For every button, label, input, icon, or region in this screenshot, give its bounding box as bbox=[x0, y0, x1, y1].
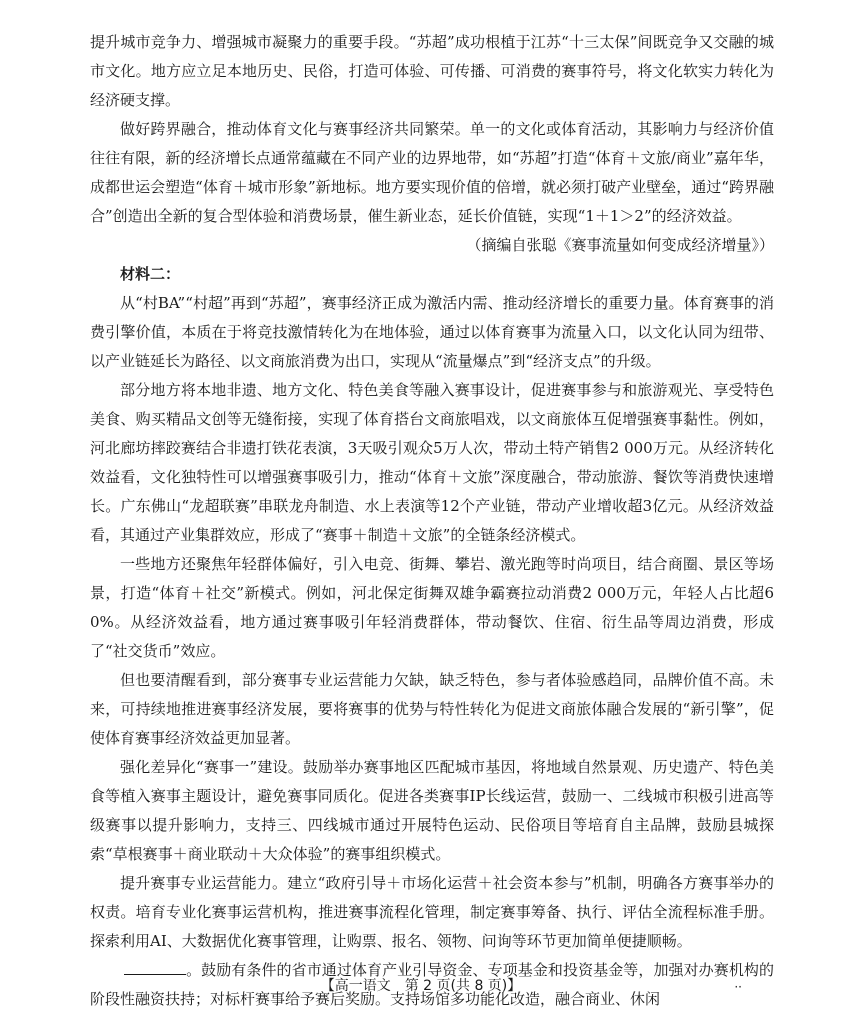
section-paragraph-5: 强化差异化“赛事一”建设。鼓励举办赛事地区匹配城市基因，将地域自然景观、历史遗产、特色美食等植入赛事主题设计，避免赛事同质化。促进各类赛事IP长线运营，鼓励一、二线城市积极引进高等级赛事以提升影响力，支持三、四线城市通过开展特色运动、民俗项目等培育自主品牌，鼓励县城探索“草根赛事＋商业联动＋大众体验”的赛事组织模式。 bbox=[90, 758, 774, 863]
fill-in-blank[interactable] bbox=[124, 956, 186, 975]
section-title: 材料二： bbox=[120, 265, 181, 283]
paragraph-cross-border: 做好跨界融合，推动体育文化与赛事经济共同繁荣。单一的文化或体育活动，其影响力与经济价值往往有限，新的经济增长点通常蕴藏在不同产业的边界地带，如“苏超”打造“体育＋文旅/商业”嘉年华，成都世运会塑造“体育＋城市形象”新地标。地方要实现价值的倍增，就必须打破产业壁垒，通过“跨界融合”创造出全新的复合型体验和消费场景，催生新业态，延长价值链，实现“1＋1＞2”的经济效益。 bbox=[90, 120, 774, 225]
section-paragraph-6: 提升赛事专业运营能力。建立“政府引导＋市场化运营＋社会资本参与”机制，明确各方赛事举办的权责。培育专业化赛事运营机构，推进赛事流程化管理，制定赛事筹备、执行、评估全流程标准手册。探索利用AI、大数据优化赛事管理，让购票、报名、领物、问询等环节更加简单便捷顺畅。 bbox=[90, 874, 774, 950]
section-paragraph-1: 从“村BA”“村超”再到“苏超”，赛事经济正成为激活内需、推动经济增长的重要力量。体育赛事的消费引擎价值，本质在于将竞技激情转化为在地体验，通过以体育赛事为流量入口，以文化认同为纽带、以产业链延长为路径、以文商旅消费为出口，实现从“流量爆点”到“经济支点”的升级。 bbox=[90, 294, 774, 370]
corner-mark: ·· bbox=[734, 980, 742, 994]
source-citation: （摘编自张聪《赛事流量如何变成经济增量》） bbox=[466, 236, 774, 254]
section-paragraph-3: 一些地方还聚焦年轻群体偏好，引入电竞、街舞、攀岩、激光跑等时尚项目，结合商圈、景区等场景，打造“体育＋社交”新模式。例如，河北保定街舞双雄争霸赛拉动消费2 000万元，年轻人占比超60%。从经济效益看，地方通过赛事吸引年轻消费群体，带动餐饮、住宿、衍生品等周边消费，形成了“社交货币”效应。 bbox=[90, 555, 774, 660]
section-paragraph-4: 但也要清醒看到，部分赛事专业运营能力欠缺，缺乏特色，参与者体验感趋同，品牌价值不高。未来，可持续地推进赛事经济发展，要将赛事的优势与特性转化为促进文商旅体融合发展的“新引擎”，促使体育赛事经济效益更加显著。 bbox=[90, 671, 774, 747]
section-paragraph-7-text: 。鼓励有条件的省市通过体育产业引导资金、专项基金和投资基金等，加强对办赛机构的阶段性融资扶持；对标杆赛事给予赛后奖励。支持场馆多功能化改造，融合商业、休闲 bbox=[90, 961, 774, 1008]
page-footer: 【高一语文 第 2 页(共 8 页)】 bbox=[320, 978, 522, 994]
paragraph-continuation: 提升城市竞争力、增强城市凝聚力的重要手段。“苏超”成功根植于江苏“十三太保”间既竞争又交融的城市文化。地方应立足本地历史、民俗，打造可体验、可传播、可消费的赛事符号，将文化软实力转化为经济硬支撑。 bbox=[90, 33, 774, 109]
section-paragraph-2: 部分地方将本地非遗、地方文化、特色美食等融入赛事设计，促进赛事参与和旅游观光、享受特色美食、购买精品文创等无缝衔接，实现了体育搭台文商旅唱戏，以文商旅体互促增强赛事黏性。例如，河北廊坊摔跤赛结合非遗打铁花表演，3天吸引观众5万人次，带动土特产销售2 000万元。从经济转化效益看，文化独特性可以增强赛事吸引力，推动“体育＋文旅”深度融合，带动旅游、餐饮等消费快速增长。广东佛山“龙超联赛”串联龙舟制造、水上表演等12个产业链，带动产业增收超3亿元。从经济效益看，其通过产业集群效应，形成了“赛事＋制造＋文旅”的全链条经济模式。 bbox=[90, 381, 774, 544]
